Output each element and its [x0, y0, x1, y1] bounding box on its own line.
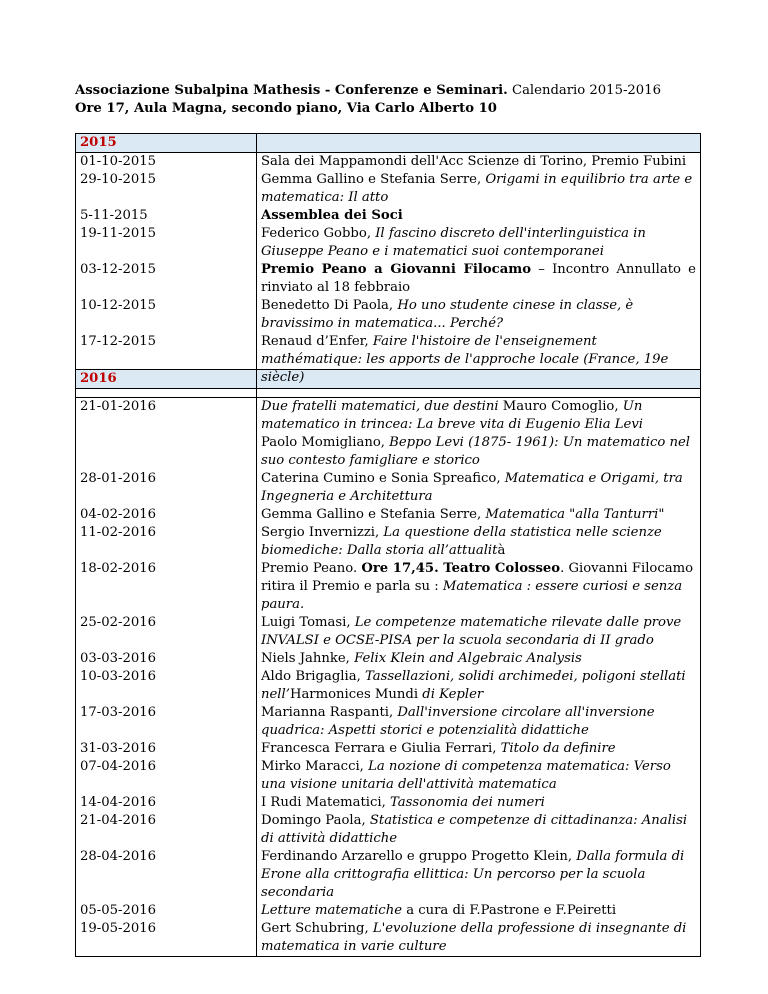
event-author: Benedetto Di Paola, — [261, 298, 398, 313]
event-title: Tassonomia dei numeri — [390, 795, 545, 810]
event — [261, 650, 696, 668]
event-author: Domingo Paola, — [261, 813, 370, 828]
event-title: Tassellazioni, solidi archimedei, poligoni stellati nell’ — [261, 669, 686, 702]
event-author: Luigi Tomasi, — [261, 615, 355, 630]
date: 03-12-2015 — [80, 262, 157, 277]
year-label-2016: 2016 — [80, 371, 117, 386]
spacer-cell — [257, 389, 701, 398]
date: 28-01-2016 — [80, 471, 157, 486]
date: 21-04-2016 — [80, 813, 157, 828]
date: 21-01-2016 — [80, 399, 157, 414]
event-title: La nozione di competenza matematica: Verso una visione unitaria dell'attività matematica — [261, 759, 671, 792]
event-author: Francesca Ferrara e Giulia Ferrari, — [261, 741, 501, 756]
event-title: La questione della statistica nelle scienze biomediche: Dalla storia all’attualit — [261, 525, 662, 558]
event — [261, 171, 696, 207]
event-text: – Incontro Annullato e rinviato al 18 febbraio — [261, 262, 696, 295]
event — [261, 398, 696, 470]
date: 19-05-2016 — [80, 921, 157, 936]
event — [261, 668, 696, 704]
event-author: Caterina Cumino e Sonia Spreafico, — [261, 471, 505, 486]
event-text: a cura di F.Pastrone e F.Peiretti — [402, 903, 617, 918]
date: 05-05-2016 — [80, 903, 157, 918]
event — [261, 848, 696, 902]
year-row-2015 — [76, 134, 701, 153]
event-author: I Rudi Matematici, — [261, 795, 391, 810]
event-title: Statistica e competenze di cittadinanza: Analisi di attività didattiche — [261, 813, 688, 846]
spacer-row — [76, 389, 701, 398]
date: 10-12-2015 — [80, 298, 157, 313]
event-title: Dalla formula di Erone alla crittografia ellittica: Un percorso per la scuola secondaria — [261, 849, 685, 900]
date: 07-04-2016 — [80, 759, 157, 774]
event — [261, 560, 696, 614]
event — [261, 470, 696, 506]
event — [261, 506, 696, 524]
table-row-2015 — [76, 153, 701, 370]
event-title: Ho uno studente cinese in classe, è bravissimo in matematica... Perché? — [261, 298, 634, 331]
event-title: Il fascino discreto dell'interlinguistica in Giuseppe Peano e i matematici suoi contemporanei — [261, 226, 646, 259]
date: 14-04-2016 — [80, 795, 157, 810]
event — [261, 812, 696, 848]
event-title: Titolo da definire — [500, 741, 616, 756]
event — [261, 614, 696, 650]
year-cell-empty — [257, 370, 701, 389]
year-row-2016 — [76, 370, 701, 389]
event-title: Letture matematiche — [261, 903, 402, 918]
event-title: Matematica e Origami, tra Ingegneria e Architettura — [261, 471, 683, 504]
events-cell-2015 — [257, 153, 701, 385]
event — [261, 920, 696, 956]
event-title: Dall'inversione circolare all'inversione quadrica: Aspetti storici e potenzialità didattiche — [261, 705, 655, 738]
events-cell-2016 — [257, 398, 701, 957]
event-author: Gemma Gallino e Stefania Serre, — [261, 172, 486, 187]
event-author: Federico Gobbo, — [261, 226, 376, 241]
event-text: . Giovanni Filocamo ritira il Premio e parla su : — [261, 561, 694, 594]
event-title: Beppo Levi (1875- 1961): Un matematico nel suo contesto famigliare e storico — [261, 435, 690, 468]
year-label-2015: 2015 — [80, 135, 117, 150]
event — [261, 902, 696, 920]
event-author: Sergio Invernizzi, — [261, 525, 384, 540]
event-title: Felix Klein and Algebraic Analysis — [354, 651, 582, 666]
event-author: Mauro Comoglio, — [498, 399, 623, 414]
year-cell — [76, 370, 257, 389]
event-title: Un matematico in trincea: La breve vita di Eugenio Elia Levi — [261, 399, 644, 432]
event — [261, 758, 696, 794]
dates-cell-2016 — [76, 398, 257, 957]
event — [261, 524, 696, 560]
event-author: Gemma Gallino e Stefania Serre, — [261, 507, 486, 522]
event-title: Due fratelli matematici, due destini — [261, 399, 499, 414]
event — [261, 794, 696, 812]
date: 31-03-2016 — [80, 741, 157, 756]
event — [261, 740, 696, 758]
event-author: Paolo Momigliano, — [261, 435, 390, 450]
calendar-label: Calendario 2015-2016 — [507, 83, 661, 98]
event — [261, 225, 696, 261]
association-title: Associazione Subalpina Mathesis - Conferenze e Seminari. — [75, 83, 508, 98]
calendar-table — [75, 133, 701, 957]
date: 03-03-2016 — [80, 651, 157, 666]
event-title: Origami in equilibrio tra arte e matematica: Il atto — [261, 172, 693, 205]
event-venue: Ore 17,45. Teatro Colosseo — [361, 561, 561, 576]
date: 10-03-2016 — [80, 669, 157, 684]
event-author: Gert Schubring, — [261, 921, 373, 936]
event-text: Sala dei Mappamondi dell'Acc Scienze di Torino, Premio Fubini — [261, 154, 687, 169]
dates-cell-2015 — [76, 153, 257, 370]
event — [261, 207, 696, 225]
spacer-cell — [76, 389, 257, 398]
event-author: Marianna Raspanti, — [261, 705, 398, 720]
document-header — [75, 82, 715, 118]
date: 5-11-2015 — [80, 208, 148, 223]
event — [261, 261, 696, 297]
event-title: à — [497, 543, 506, 558]
date: 04-02-2016 — [80, 507, 157, 522]
event-title: Matematica : essere curiosi e senza paura. — [261, 579, 683, 612]
event-author: Niels Jahnke, — [261, 651, 355, 666]
date: 25-02-2016 — [80, 615, 157, 630]
event-title: L'evoluzione della professione di insegnante di matematica in varie culture — [261, 921, 687, 954]
event-author: Ferdinando Arzarello e gruppo Progetto Klein, — [261, 849, 577, 864]
event — [261, 704, 696, 740]
header-line-1 — [75, 82, 715, 100]
event-title: Faire l'histoire de l'enseignement mathématique: les apports de l'approche locale (France, 19e siècle) — [261, 334, 669, 385]
date: 28-04-2016 — [80, 849, 157, 864]
date: 01-10-2015 — [80, 154, 157, 169]
date: 17-03-2016 — [80, 705, 157, 720]
event-author: Mirko Maracci, — [261, 759, 369, 774]
event-title: Premio Peano a Giovanni Filocamo — [261, 262, 531, 277]
event-author: Aldo Brigaglia, — [261, 669, 365, 684]
event — [261, 153, 696, 171]
event-author: Renaud d’Enfer, — [261, 334, 373, 349]
date: 29-10-2015 — [80, 172, 157, 187]
event-title: Le competenze matematiche rilevate dalle prove INVALSI e OCSE-PISA per la scuola secondaria di II grado — [261, 615, 682, 648]
event-title: Matematica "alla Tanturri" — [485, 507, 665, 522]
event-title: di Kepler — [418, 687, 484, 702]
event — [261, 333, 696, 385]
date: 18-02-2016 — [80, 561, 157, 576]
event — [261, 297, 696, 333]
date: 11-02-2016 — [80, 525, 157, 540]
date: 19-11-2015 — [80, 226, 157, 241]
event-text: Premio Peano. — [261, 561, 362, 576]
event-title: Harmonices Mundi — [289, 687, 419, 702]
date: 17-12-2015 — [80, 334, 157, 349]
header-line-2: Ore 17, Aula Magna, secondo piano, Via Carlo Alberto 10 — [75, 101, 497, 116]
table-row-2016 — [76, 398, 701, 957]
year-cell-empty — [257, 134, 701, 153]
year-cell — [76, 134, 257, 153]
event-text: Assemblea dei Soci — [261, 208, 403, 223]
